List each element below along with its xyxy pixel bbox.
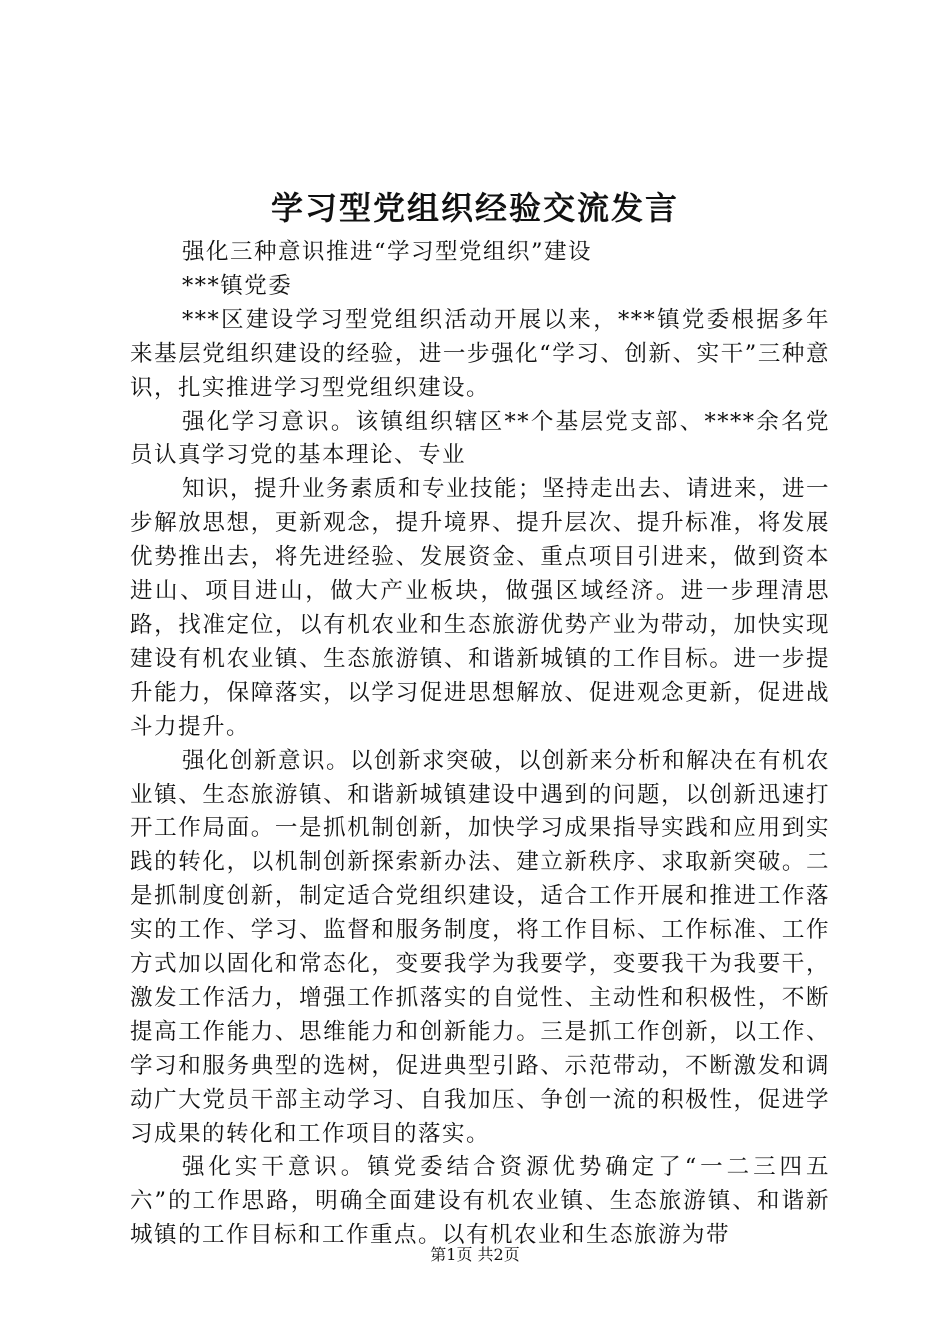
author-line: ***镇党委 [182,272,293,299]
subtitle-paragraph: 强化三种意识推进“学习型党组织”建设 [182,239,593,265]
intro-paragraph: ***区建设学习型党组织活动开展以来，***镇党委根据多年来基层党组织建设的经验，进一步强化“学习、创新、实干”三种意识，扎实推进学习型党组织建设。 [130,306,830,401]
document-title: 学习型党组织经验交流发言 [270,189,679,227]
learning-awareness-paragraph: 强化学习意识。该镇组织辖区**个基层党支部、****余名党员认真学习党的基本理论、专业 [130,408,830,469]
page-footer: 第1页 共2页 [430,1245,520,1264]
learning-continued-paragraph: 知识，提升业务素质和专业技能；坚持走出去、请进来，进一步解放思想，更新观念，提升境界、提升层次、提升标准，将发展优势推出去，将先进经验、发展资金、重点项目引进来，做到资本进山、项目进山，做大产业板块，做强区域经济。进一步理清思路，找准定位，以有机农业和生态旅游优势产业为带动，加快实现建设有机农业镇、生态旅游镇、和谐新城镇的工作目标。进一步提升能力，保障落实，以学习促进思想解放、促进观念更新，促进战斗力提升。 [130,476,831,740]
document-body [130,236,830,1253]
innovation-awareness-paragraph: 强化创新意识。以创新求突破，以创新来分析和解决在有机农业镇、生态旅游镇、和谐新城镇建设中遇到的问题，以创新迅速打开工作局面。一是抓机制创新，加快学习成果指导实践和应用到实践的转化，以机制创新探索新办法、建立新秩序、求取新突破。二是抓制度创新，制定适合党组织建设，适合工作开展和推进工作落实的工作、学习、监督和服务制度，将工作目标、工作标准、工作方式加以固化和常态化，变要我学为我要学，变要我干为我要干，激发工作活力，增强工作抓落实的自觉性、主动性和积极性，不断提高工作能力、思维能力和创新能力。三是抓工作创新，以工作、学习和服务典型的选树，促进典型引路、示范带动，不断激发和调动广大党员干部主动学习、自我加压、争创一流的积极性，促进学习成果的转化和工作项目的落实。 [130,747,831,1147]
practical-awareness-paragraph: 强化实干意识。镇党委结合资源优势确定了“一二三四五六”的工作思路，明确全面建设有机农业镇、生态旅游镇、和谐新城镇的工作目标和工作重点。以有机农业和生态旅游为带 [130,1154,830,1249]
